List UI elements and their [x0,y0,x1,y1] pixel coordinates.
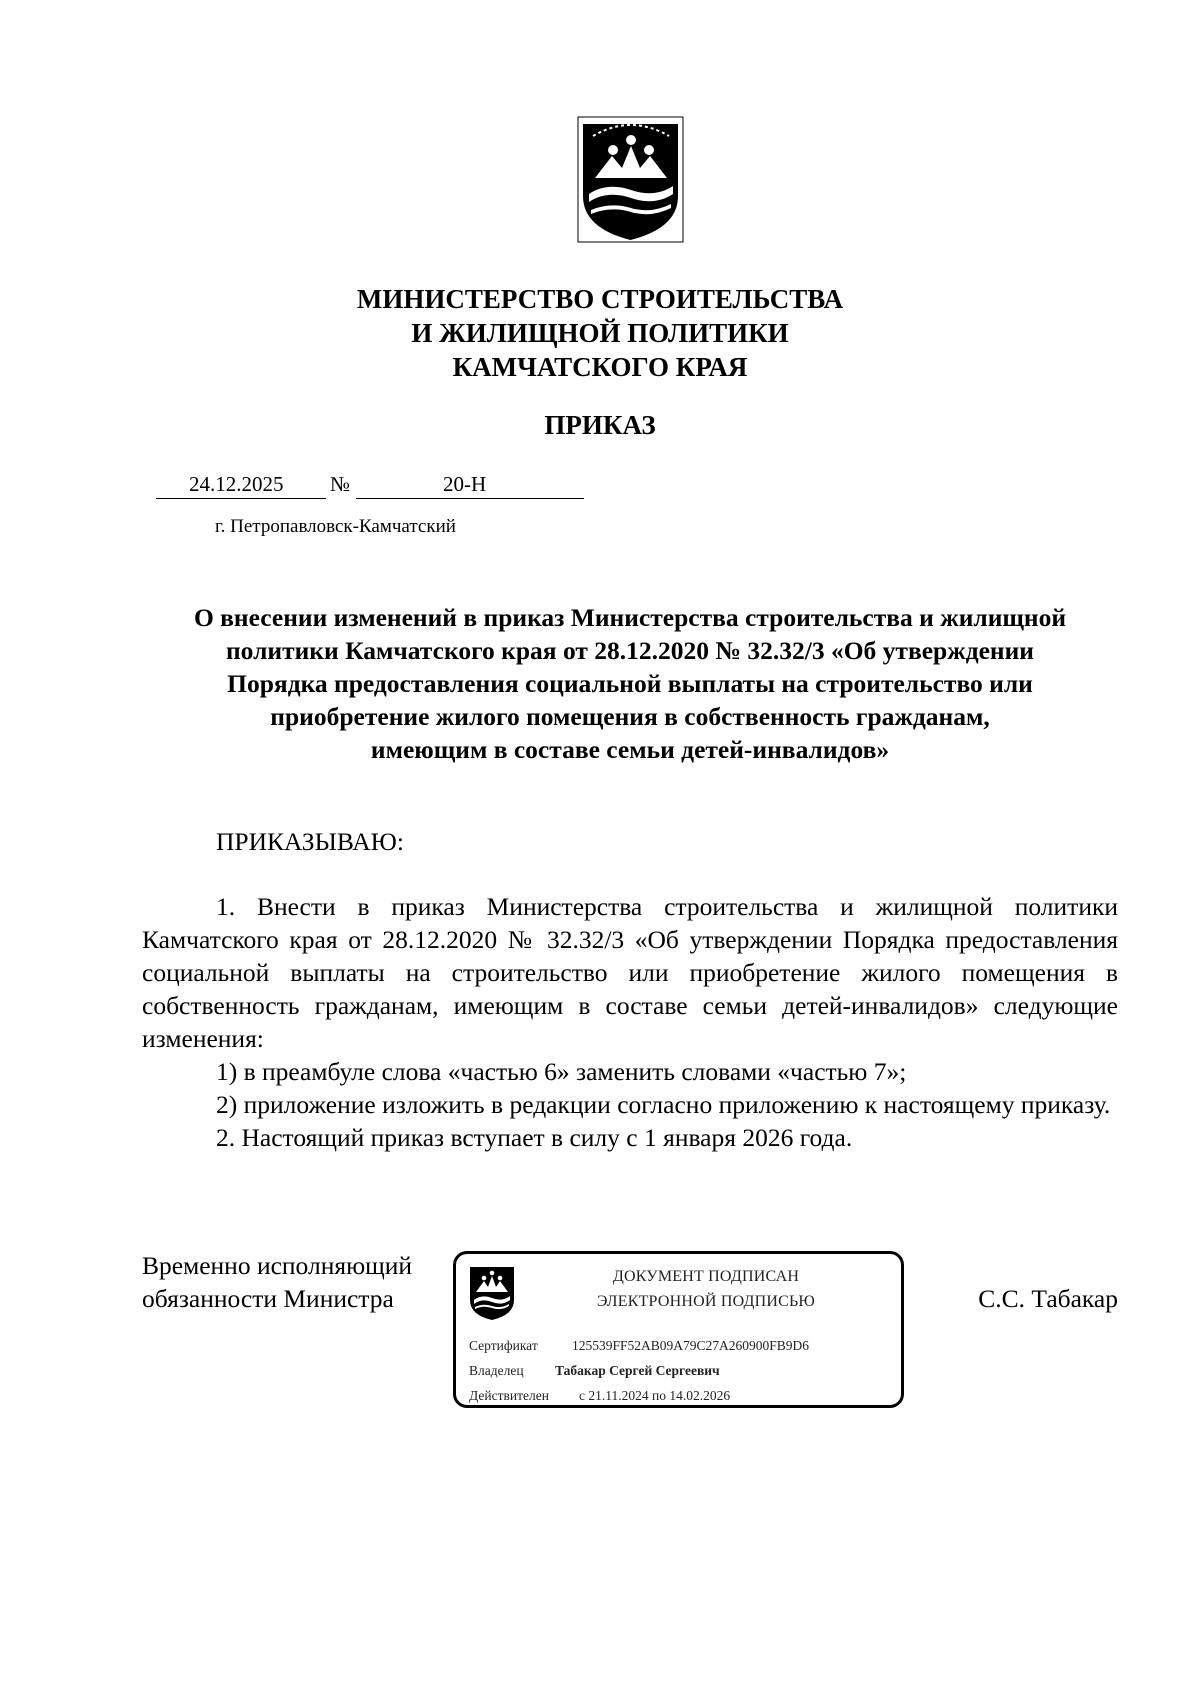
body-paragraph: 2. Настоящий приказ вступает в силу с 1 января 2026 года. [216,1123,853,1152]
stamp-title-line: ДОКУМЕНТ ПОДПИСАН [612,1268,800,1285]
order-body [142,890,1118,1154]
heading-line: имеющим в составе семьи детей-инвалидов» [370,735,890,764]
city: г. Петропавловск-Камчатский [215,516,456,537]
position-line: Временно исполняющий [142,1251,413,1280]
order-heading [140,601,1120,766]
owner-label: Владелец [469,1363,524,1378]
stamp-coat-of-arms-icon [468,1264,516,1322]
signer-name: С.С. Табакар [978,1284,1118,1313]
ministry-line: И ЖИЛИЩНОЙ ПОЛИТИКИ [411,318,789,348]
valid-label: Действителен [469,1388,549,1403]
stamp-certificate-row [469,1337,810,1355]
date-value: 24.12.2025 [189,472,284,496]
electronic-signature-stamp [453,1251,904,1408]
heading-line: Порядка предоставления социальной выплаты на строительство или [227,669,1033,698]
ministry-line: КАМЧАТСКОГО КРАЯ [452,352,748,382]
heading-line: О внесении изменений в приказ Министерства строительства и жилищной [193,603,1067,632]
stamp-title-line: ЭЛЕКТРОННОЙ ПОДПИСЬЮ [596,1293,816,1310]
heading-line: политики Камчатского края от 28.12.2020 № 32.32/3 «Об утверждении [225,636,1035,665]
position-line: обязанности Министра [142,1284,394,1313]
certificate-label: Сертификат [469,1338,538,1353]
body-paragraph: 2) приложение изложить в редакции согласно приложению к настоящему приказу. [216,1090,1111,1119]
number-value: 20-Н [443,472,487,496]
number-sign: № [330,472,351,496]
date-field [156,470,326,499]
body-paragraph: 1. Внести в приказ Министерства строительства и жилищной политики Камчатского края от 28.12.2020 № 32.32/3 «Об утверждении Порядка предоставления социальной выплаты на строительство или приобретение жилого помещения в собственность гражданам, имеющим в составе семьи детей-инвалидов» следующие изменения: [142,892,1118,1053]
owner-value: Табакар Сергей Сергеевич [555,1363,720,1378]
stamp-title [546,1264,866,1314]
stamp-validity-row [469,1387,731,1405]
heading-line: приобретение жилого помещения в собственность гражданам, [270,702,990,731]
number-field [356,470,584,499]
certificate-value: 125539FF52AB09A79C27A260900FB9D6 [572,1338,810,1353]
valid-value: с 21.11.2024 по 14.02.2026 [579,1388,731,1403]
stamp-owner-row [469,1362,720,1380]
body-paragraph: 1) в преамбуле слова «частью 6» заменить словами «частью 7»; [216,1057,907,1086]
coat-of-arms-icon [577,116,684,243]
ministry-line: МИНИСТЕРСТВО СТРОИТЕЛЬСТВА [356,284,844,314]
ministry-name [0,282,1200,384]
signer-position [142,1249,412,1315]
document-type: ПРИКАЗ [544,410,656,440]
order-word: ПРИКАЗЫВАЮ: [216,827,404,856]
